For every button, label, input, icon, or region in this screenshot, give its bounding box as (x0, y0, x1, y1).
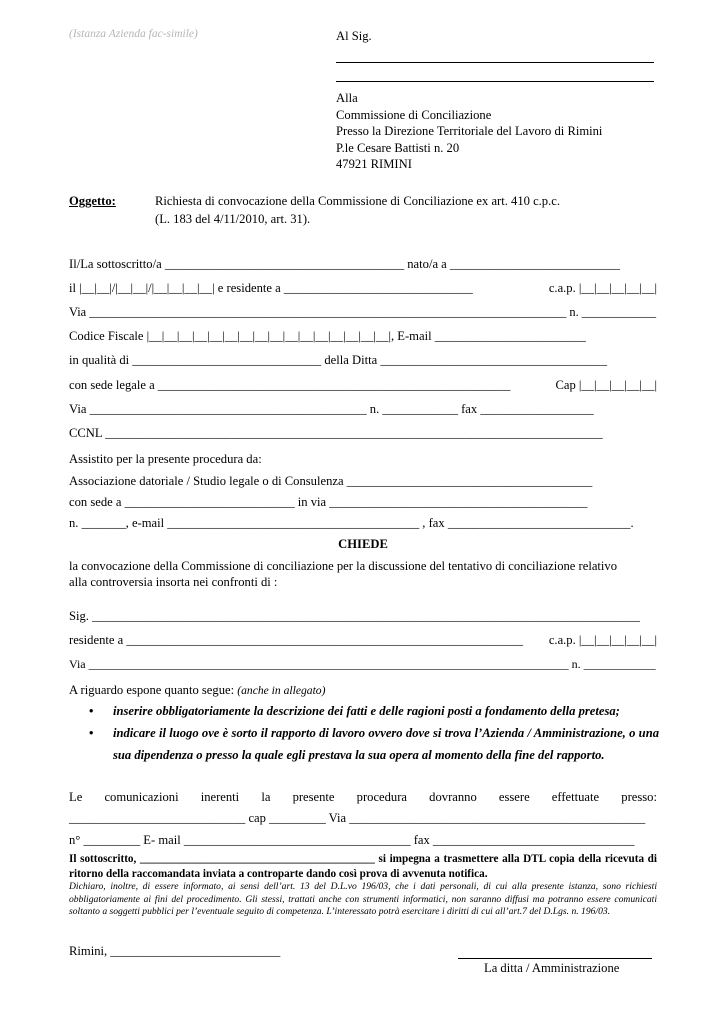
facts-intro-line (69, 682, 657, 699)
bullet-icon: • (89, 704, 94, 718)
comm-word: dovranno (429, 790, 477, 804)
recipient-line-2[interactable] (336, 65, 654, 82)
alla-label: Alla (336, 91, 358, 106)
facts-intro-note: (anche in allegato) (237, 684, 326, 697)
instruction-item-2 (69, 722, 659, 766)
cap-field[interactable]: c.a.p. |__|__|__|__|__| (548, 281, 657, 295)
counterpart-street-line[interactable]: Via ________________________________________________________________________________ n. ____________ (69, 657, 656, 671)
comm-word: Le (69, 790, 83, 804)
communications-address-line[interactable]: ____________________________ cap _________ Via _______________________________________________ (69, 811, 646, 825)
comm-word: effettuate (551, 790, 600, 804)
instruction-item-1 (69, 700, 659, 722)
recipient-address-block (336, 28, 666, 172)
role-company-line[interactable]: in qualità di ______________________________ della Ditta ____________________________________ (69, 353, 608, 367)
comm-word: presso: (621, 790, 657, 804)
comm-word: procedura (356, 790, 408, 804)
legal-seat-line[interactable] (69, 377, 657, 393)
comm-word: la (261, 790, 271, 804)
address-line-2: Presso la Direzione Territoriale del Lavoro di Rimini (336, 124, 603, 139)
chiede-heading: CHIEDE (338, 537, 388, 551)
communications-line (69, 789, 657, 805)
ccnl-line[interactable]: CCNL _______________________________________________________________________________ (69, 426, 603, 440)
counterpart-cap-field[interactable]: c.a.p. |__|__|__|__|__| (548, 633, 657, 647)
applicant-name-line[interactable]: Il/La sottoscritto/a ______________________________________ nato/a a ___________________________ (69, 257, 620, 271)
instruction-text-1: inserire obbligatoriamente la descrizione dei fatti e delle ragioni posti a fondamento della pretesa; (113, 704, 620, 718)
assisted-by-label: Assistito per la presente procedura da: (69, 452, 262, 466)
legal-seat-text: con sede legale a ________________________________________________________ (69, 378, 511, 392)
facsimile-note: (Istanza Azienda fac-simile) (69, 28, 198, 40)
company-street-line[interactable]: Via ____________________________________________ n. ____________ fax __________________ (69, 402, 594, 416)
association-line[interactable]: Associazione datoriale / Studio legale o di Consulenza _______________________________________ (69, 474, 593, 488)
street-line[interactable]: Via _____________________________________________________________________________ n. ____________ (69, 305, 657, 319)
subject-line-1: Richiesta di convocazione della Commissione di Conciliazione ex art. 410 c.p.c. (155, 194, 560, 208)
bullet-icon: • (89, 726, 94, 740)
recipient-label: Al Sig. (336, 29, 372, 43)
privacy-notice: Dichiaro, inoltre, di essere informato, ai sensi dell’art. 13 del D.L.vo 196/03, che i dati personali, di cui alla presente istanza, sono richiesti obbligatoriamente ai fini del procedimento. Gli stessi, trattati anche con strumenti informatici, non saranno diffusi ma potranno essere comunicati soltanto a soggetti pubblici per l’eventuale seguito di competenza. L’interessato potrà esercitare i diritti di cui all’art.7 del D.Lgs. n. 196/03. (69, 881, 657, 918)
dtl-commitment-paragraph: Il sottoscritto, __________________________________________ si impegna a trasmettere alla DTL copia della ricevuta di ritorno della raccomandata inviata a controparte dando così prova di avvenuta notifica. (69, 853, 657, 880)
request-paragraph-line-1: la convocazione della Commissione di conciliazione per la discussione del tentativo di conciliazione relativo (69, 559, 618, 573)
address-line-3: P.le Cesare Battisti n. 20 (336, 140, 460, 155)
comm-word: comunicazioni (104, 790, 179, 804)
birth-residence-line[interactable] (69, 280, 657, 296)
association-seat-line[interactable]: con sede a ___________________________ in via _________________________________________ (69, 495, 588, 509)
counterpart-residence-text: residente a _______________________________________________________________ (69, 633, 524, 647)
recipient-line-1[interactable] (336, 46, 654, 63)
signature-line[interactable] (458, 958, 652, 959)
instruction-text-2: indicare il luogo ove è sorto il rapporto di lavoro ovvero dove si trova l’Azienda / Amministrazione, o una sua dipendenza o presso la quale egli prestava la sua opera al momento della fine del rapporto. (113, 726, 659, 762)
comm-word: essere (498, 790, 530, 804)
birth-residence-text: il |__|__|/|__|__|/|__|__|__|__| e residente a ______________________________ (69, 281, 473, 295)
association-contact-line[interactable]: n. _______, e-mail ________________________________________ , fax _____________________________. (69, 516, 634, 530)
comm-word: inerenti (200, 790, 240, 804)
signature-label: La ditta / Amministrazione (484, 961, 620, 975)
address-line-4: 47921 RIMINI (336, 157, 412, 172)
legal-seat-cap-field[interactable]: Cap |__|__|__|__|__| (555, 378, 657, 392)
facts-intro-text: A riguardo espone quanto segue: (69, 683, 238, 697)
counterpart-name-line[interactable]: Sig. _______________________________________________________________________________________ (69, 609, 640, 623)
address-line-1: Commissione di Conciliazione (336, 107, 492, 122)
communications-contact-line[interactable]: n° _________ E- mail ____________________________________ fax ________________________________ (69, 833, 635, 847)
instructions-list (69, 700, 659, 766)
subject-label: Oggetto: (69, 194, 116, 208)
fiscal-code-email-line[interactable]: Codice Fiscale |__|__|__|__|__|__|__|__|__|__|__|__|__|__|__|__|, E-mail ________________________ (69, 329, 586, 343)
request-paragraph-line-2: alla controversia insorta nei confronti di : (69, 575, 278, 589)
comm-word: presente (292, 790, 335, 804)
place-date-line[interactable]: Rimini, ___________________________ (69, 944, 281, 958)
subject-line-2: (L. 183 del 4/11/2010, art. 31). (155, 212, 311, 226)
counterpart-residence-line[interactable] (69, 632, 657, 648)
